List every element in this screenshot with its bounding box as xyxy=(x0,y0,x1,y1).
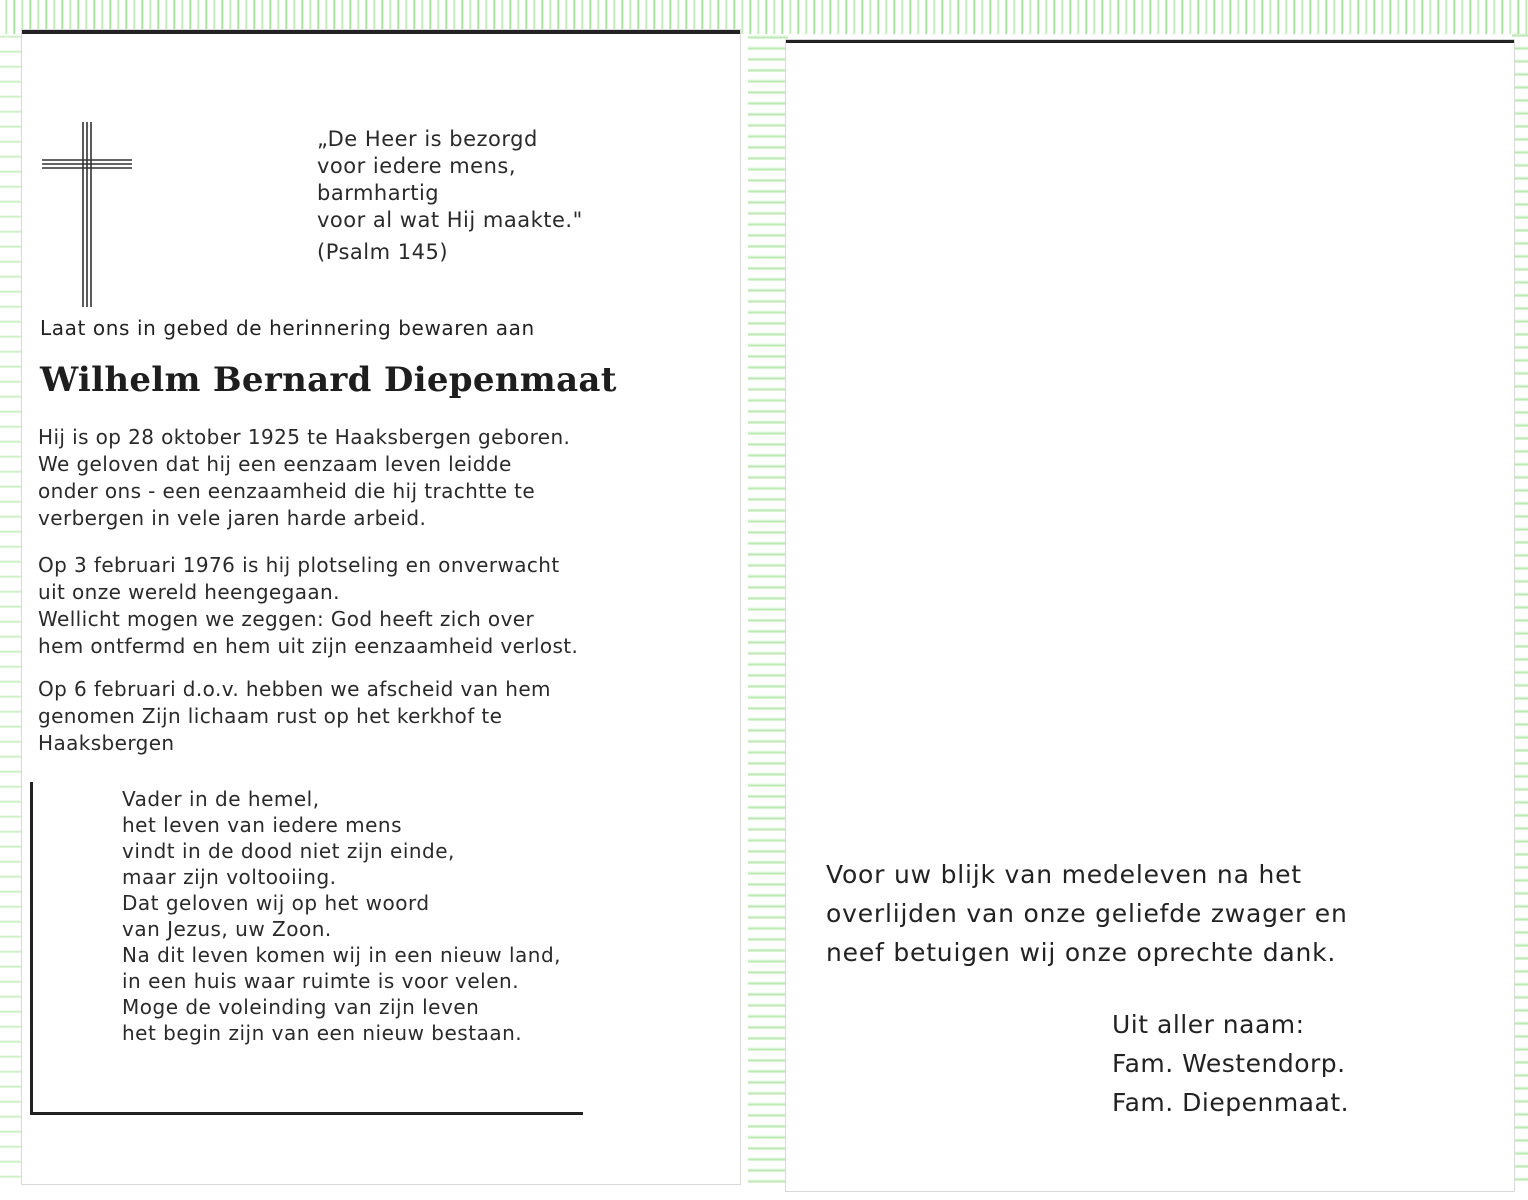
paragraph-line: hem ontfermd en hem uit zijn eenzaamheid verlost. xyxy=(38,634,579,658)
quote-line: „De Heer is bezorgd xyxy=(317,127,538,151)
memorial-card-back xyxy=(786,40,1514,1191)
scan-edge-middle xyxy=(748,30,788,1190)
paragraph-line: Hij is op 28 oktober 1925 te Haaksbergen geboren. xyxy=(38,425,571,449)
thanks-line: Voor uw blijk van medeleven na het xyxy=(826,860,1302,889)
paragraph-line: genomen Zijn lichaam rust op het kerkhof te xyxy=(38,704,503,728)
paragraph-line: We geloven dat hij een eenzaam leven leidde xyxy=(38,452,512,476)
prayer-line: Dat geloven wij op het woord xyxy=(122,891,430,915)
paragraph-line: uit onze wereld heengegaan. xyxy=(38,580,340,604)
prayer-line: in een huis waar ruimte is voor velen. xyxy=(122,969,520,993)
prayer-text xyxy=(122,786,561,1046)
signoff-family-diepenmaat: Fam. Diepenmaat. xyxy=(1112,1088,1350,1117)
prayer-line: Vader in de hemel, xyxy=(122,787,320,811)
prayer-line: het begin zijn van een nieuw bestaan. xyxy=(122,1021,523,1045)
paragraph-line: onder ons - een eenzaamheid die hij trachtte te xyxy=(38,479,536,503)
signoff-family-westendorp: Fam. Westendorp. xyxy=(1112,1049,1346,1078)
quote-line: voor al wat Hij maakte." xyxy=(317,208,583,232)
prayer-line: maar zijn voltooiing. xyxy=(122,865,337,889)
scan-edge-left xyxy=(0,30,22,1190)
quote-line: barmhartig xyxy=(317,181,440,205)
paragraph-line: verbergen in vele jaren harde arbeid. xyxy=(38,506,427,530)
intro-text: Laat ons in gebed de herinnering bewaren aan xyxy=(40,316,535,340)
psalm-quote xyxy=(317,126,583,266)
prayer-line: het leven van iedere mens xyxy=(122,813,403,837)
paragraph-birth xyxy=(38,424,588,532)
paragraph-line: Haaksbergen xyxy=(38,731,175,755)
prayer-line: Na dit leven komen wij in een nieuw land, xyxy=(122,943,562,967)
memorial-card-front xyxy=(22,30,740,1184)
paragraph-line: Wellicht mogen we zeggen: God heeft zich over xyxy=(38,607,535,631)
prayer-line: van Jezus, uw Zoon. xyxy=(122,917,332,941)
paragraph-death xyxy=(38,552,588,660)
thanks-message xyxy=(826,855,1348,972)
quote-reference: (Psalm 145) xyxy=(317,240,449,264)
paragraph-line: Op 3 februari 1976 is hij plotseling en onverwacht xyxy=(38,553,560,577)
signoff-line: Uit aller naam: xyxy=(1112,1010,1305,1039)
scan-edge-right xyxy=(1512,30,1528,1190)
paragraph-line: Op 6 februari d.o.v. hebben we afscheid van hem xyxy=(38,677,551,701)
prayer-line: Moge de voleinding van zijn leven xyxy=(122,995,480,1019)
double-line-cross-icon xyxy=(42,122,132,307)
scan-edge-top xyxy=(0,0,1528,34)
deceased-name: Wilhelm Bernard Diepenmaat xyxy=(40,360,617,400)
quote-line: voor iedere mens, xyxy=(317,154,517,178)
paragraph-burial xyxy=(38,676,588,757)
thanks-line: overlijden van onze geliefde zwager en xyxy=(826,899,1348,928)
prayer-line: vindt in de dood niet zijn einde, xyxy=(122,839,455,863)
signoff xyxy=(1112,1005,1349,1122)
thanks-line: neef betuigen wij onze oprechte dank. xyxy=(826,938,1337,967)
